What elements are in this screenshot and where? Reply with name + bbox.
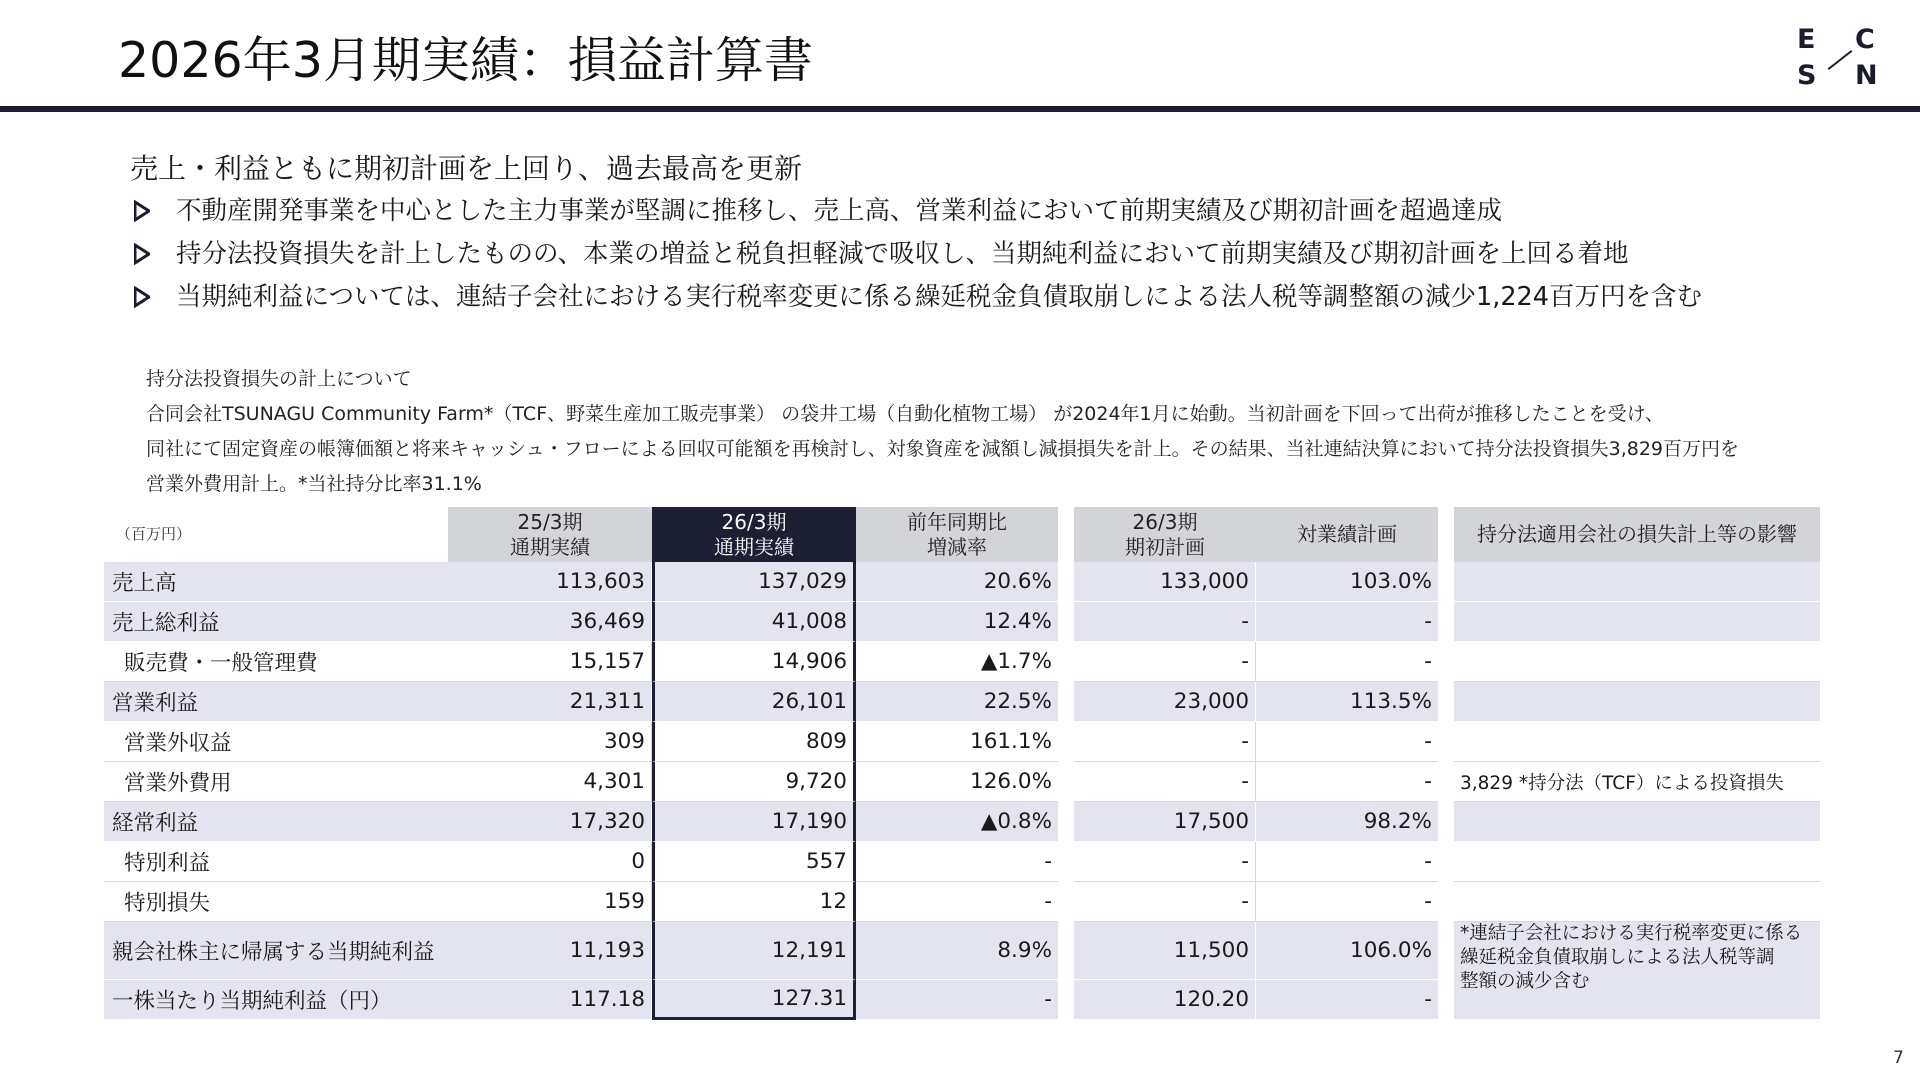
cell-plan: - [1074,642,1256,682]
column-gap [1438,682,1454,722]
impact-note-line: 繰延税金負債取崩しによる法人税等調 [1460,947,1775,968]
cell-plan: - [1074,882,1256,922]
column-gap [1058,762,1074,802]
table-row [104,762,1820,802]
row-label: 一株当たり当期純利益（円） [104,980,448,1020]
cell-plan: - [1074,762,1256,802]
triangle-bullet-icon [134,286,150,308]
row-label: 売上高 [104,562,448,602]
cell-yoy: - [856,980,1058,1020]
cell-current-year: 127.31 [652,980,856,1020]
header-rule [0,106,1920,112]
row-label: 営業外収益 [104,722,448,762]
cell-current-year: 809 [652,722,856,762]
cell-current-year: 12 [652,882,856,922]
column-gap [1438,762,1454,802]
cell-impact [1454,602,1820,642]
row-label: 販売費・一般管理費 [104,642,448,682]
cell-yoy: ▲1.7% [856,642,1058,682]
cell-plan: - [1074,722,1256,762]
page-title: 2026年3月期実績：損益計算書 [118,32,813,89]
page-number: 7 [1893,1048,1904,1068]
cell-prev-year: 36,469 [448,602,652,642]
note-title: 持分法投資損失の計上について [146,368,412,390]
cell-yoy: 126.0% [856,762,1058,802]
cell-plan: 11,500 [1074,922,1256,980]
cell-plan: 120.20 [1074,980,1256,1020]
cell-vs-plan: 106.0% [1256,922,1438,980]
column-gap [1058,562,1074,602]
cell-yoy: ▲0.8% [856,802,1058,842]
cell-impact [1454,642,1820,682]
cell-current-year: 14,906 [652,642,856,682]
bullet-text: 持分法投資損失を計上したものの、本業の増益と税負担軽減で吸収し、当期純利益において前期実績及び期初計画を上回る着地 [176,239,1629,269]
row-label: 売上総利益 [104,602,448,642]
note-line: 同社にて固定資産の帳簿価額と将来キャッシュ・フローによる回収可能額を再検討し、対象資産を減額し減損損失を計上。その結果、当社連結決算において持分法投資損失3,829百万円を [146,438,1740,460]
bullet-text: 不動産開発事業を中心とした主力事業が堅調に推移し、売上高、営業利益において前期実績及び期初計画を超過達成 [176,196,1503,226]
cell-yoy: 8.9% [856,922,1058,980]
cell-plan: - [1074,842,1256,882]
cell-current-year: 557 [652,842,856,882]
row-label: 特別損失 [104,882,448,922]
cell-current-year: 41,008 [652,602,856,642]
column-gap [1438,642,1454,682]
cell-prev-year: 17,320 [448,802,652,842]
cell-prev-year: 11,193 [448,922,652,980]
impairment-note [146,362,1846,502]
table-row [104,602,1820,642]
cell-impact [1454,722,1820,762]
column-gap [1058,722,1074,762]
column-gap [1058,980,1074,1020]
column-gap [1058,642,1074,682]
header-plan: 26/3期 期初計画 [1074,507,1256,562]
bullet-item [130,191,1702,234]
cell-vs-plan: - [1256,882,1438,922]
cell-current-year: 26,101 [652,682,856,722]
column-gap [1438,922,1454,980]
cell-impact [1454,882,1820,922]
cell-prev-year: 4,301 [448,762,652,802]
impact-note-line: 整額の減少含む [1460,971,1590,992]
table-row [104,562,1820,602]
table-row [104,682,1820,722]
column-gap [1058,802,1074,842]
cell-prev-year: 15,157 [448,642,652,682]
row-label: 営業利益 [104,682,448,722]
cell-impact [1454,682,1820,722]
column-gap [1438,882,1454,922]
cell-vs-plan: 113.5% [1256,682,1438,722]
cell-plan: 133,000 [1074,562,1256,602]
bullet-item [130,277,1702,320]
header-vs-plan: 対業績計画 [1256,507,1438,562]
impact-note-line: *連結子会社における実行税率変更に係る [1460,923,1803,944]
column-gap [1058,922,1074,980]
cell-yoy: 12.4% [856,602,1058,642]
column-gap [1438,562,1454,602]
cell-prev-year: 159 [448,882,652,922]
cell-vs-plan: - [1256,642,1438,682]
column-gap [1438,980,1454,1020]
table-row [104,802,1820,842]
cell-plan: - [1074,602,1256,642]
header-prev-year: 25/3期 通期実績 [448,507,652,562]
cell-impact [1454,802,1820,842]
bullet-list [130,191,1702,320]
cell-vs-plan: - [1256,842,1438,882]
cell-impact: 3,829 *持分法（TCF）による投資損失 [1454,762,1820,802]
cell-vs-plan: - [1256,762,1438,802]
cell-plan: 17,500 [1074,802,1256,842]
logo-letter-n: N [1855,60,1878,91]
income-statement-table [104,507,1820,1020]
logo-slash [1828,50,1853,70]
headline: 売上・利益ともに期初計画を上回り、過去最高を更新 [130,152,803,185]
column-gap [1058,682,1074,722]
cell-yoy: 22.5% [856,682,1058,722]
note-line: 営業外費用計上。*当社持分比率31.1% [146,473,482,495]
cell-impact [1454,562,1820,602]
cell-impact-net-income [1454,922,1820,1020]
table-row [104,922,1820,980]
column-gap [1058,842,1074,882]
cell-prev-year: 0 [448,842,652,882]
cell-yoy: - [856,842,1058,882]
cell-plan: 23,000 [1074,682,1256,722]
cell-vs-plan: 98.2% [1256,802,1438,842]
cell-impact [1454,842,1820,882]
cell-prev-year: 21,311 [448,682,652,722]
cell-vs-plan: 103.0% [1256,562,1438,602]
logo-letter-e: E [1797,24,1816,55]
cell-current-year: 12,191 [652,922,856,980]
note-line: 合同会社TSUNAGU Community Farm*（TCF、野菜生産加工販売事業） の袋井工場（自動化植物工場） が2024年1月に始動。当初計画を下回って出荷が推移したことを受け、 [146,403,1664,425]
cell-prev-year: 117.18 [448,980,652,1020]
cell-vs-plan: - [1256,722,1438,762]
cell-yoy: 20.6% [856,562,1058,602]
cell-vs-plan: - [1256,980,1438,1020]
column-gap [1438,802,1454,842]
cell-current-year: 137,029 [652,562,856,602]
cell-current-year: 9,720 [652,762,856,802]
column-gap [1438,842,1454,882]
row-label: 親会社株主に帰属する当期純利益 [104,922,448,980]
bullet-text: 当期純利益については、連結子会社における実行税率変更に係る繰延税金負債取崩しによる法人税等調整額の減少1,224百万円を含む [176,282,1702,312]
table-header-row [104,507,1820,562]
header-current-year: 26/3期 通期実績 [652,507,856,562]
table-row [104,722,1820,762]
cell-yoy: 161.1% [856,722,1058,762]
column-gap [1438,722,1454,762]
logo-letter-s: S [1797,60,1817,91]
column-gap [1058,602,1074,642]
row-label: 特別利益 [104,842,448,882]
bullet-item [130,234,1702,277]
triangle-bullet-icon [134,200,150,222]
logo-letter-c: C [1855,24,1875,55]
column-gap [1438,602,1454,642]
row-label: 営業外費用 [104,762,448,802]
table-row [104,842,1820,882]
column-gap [1058,882,1074,922]
cell-vs-plan: - [1256,602,1438,642]
cell-yoy: - [856,882,1058,922]
cell-prev-year: 113,603 [448,562,652,602]
cell-prev-year: 309 [448,722,652,762]
table-row [104,642,1820,682]
row-label: 経常利益 [104,802,448,842]
unit-label: （百万円） [104,507,448,562]
header-impact: 持分法適用会社の損失計上等の影響 [1454,507,1820,562]
triangle-bullet-icon [134,243,150,265]
table-row [104,882,1820,922]
header-yoy: 前年同期比 増減率 [856,507,1058,562]
cell-current-year: 17,190 [652,802,856,842]
company-logo [1795,25,1885,95]
